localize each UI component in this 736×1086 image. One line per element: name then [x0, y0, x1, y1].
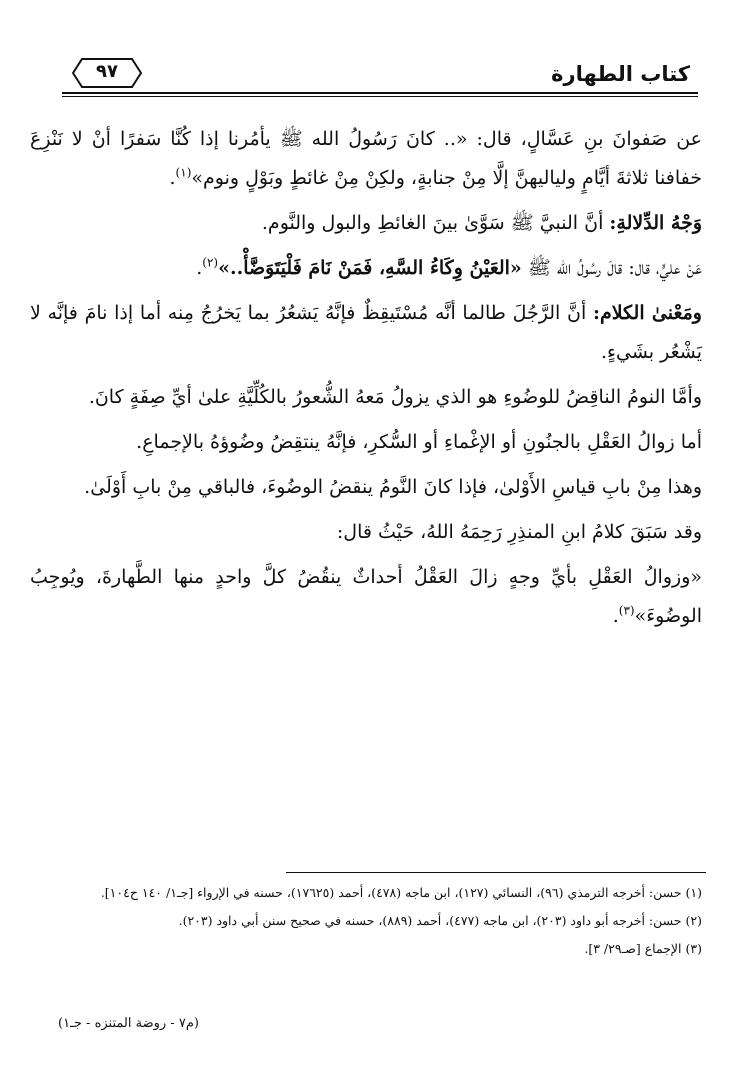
paragraph-text: أنَّ الرَّجُلَ طالما أنَّه مُسْتَيقِظٌ فإنَّهُ يَشعُرُ بما يَخرُجُ مِنه أما إذا نامَ فإنَّه لا يَشْعُر بشَيءٍ. [30, 302, 702, 363]
footnote-ref-1[interactable]: (١) [175, 165, 192, 180]
paragraph-ibn-mundhir: وقد سَبَقَ كلامُ ابنِ المنذِرِ رَحِمَهُ اللهُ، حَيْثُ قال: [336, 521, 702, 543]
header-divider-thin [62, 96, 698, 97]
footnote-2: (٢) حسن: أخرجه أبو داود (٢٠٣)، ابن ماجه (٤٧٧)، أحمد (٨٨٩)، حسنه في صحيح سنن أبي داود (٢٠٣). [178, 913, 702, 928]
paragraph-text: عَنْ عليٍّ، قال: قالَ رسُولُ الله ﷺ [521, 257, 702, 279]
page-number-badge [72, 58, 142, 88]
period: . [196, 257, 203, 279]
paragraph-evidence [30, 204, 702, 243]
page-number: ٩٧ [96, 61, 118, 82]
paragraph-meaning [30, 294, 702, 372]
header-divider-thick [62, 92, 698, 94]
footnote-1: (١) حسن: أخرجه الترمذي (٩٦)، النسائي (١٢٧)، ابن ماجه (٤٧٨)، أحمد (١٧٦٢٥)، حسنه في الإرواء [جـ١/ ١٤٠ ح١٠٤]. [100, 885, 702, 900]
paragraph-text: عن صَفوانَ بنِ عَسَّالٍ، قال: «.. كانَ رَسُولُ الله ﷺ يأمُرنا إذا كُنَّا سَفرًا أنْ لا نَنْزِعَ خفافنا ثلاثةَ أيَّامٍ ولياليهنَّ إلَّا مِنْ جنابةٍ، ولكِنْ مِنْ غائطٍ وبَوْلٍ ونوم» [30, 128, 702, 189]
period: . [612, 605, 619, 627]
paragraph-loss-of-mind: أما زوالُ العَقْلِ بالجنُونِ أو الإغْماءِ أو السُّكرِ، فإنَّهُ ينتقِضُ وضُوؤهُ بالإجماعِ. [136, 431, 702, 453]
paragraph-hadith-safwan [30, 120, 702, 198]
footnotes [30, 880, 702, 964]
hadith-quote: «العَيْنُ وِكَاءُ السَّهِ، فَمَنْ نَامَ فَلْيَتَوَضَّأْ..» [218, 257, 522, 279]
paragraph-text: «وزوالُ العَقْلِ بأيِّ وجهٍ زالَ العَقْلُ أحداثٌ ينقُضُ كلَّ واحدٍ منها الطَّهارةَ، ويُوجِبُ الوضُوءَ» [30, 566, 702, 627]
section-lead: ومَعْنىٰ الكلام: [592, 302, 702, 324]
main-text [30, 120, 702, 642]
paragraph-hadith-ali [30, 249, 702, 288]
footnote-ref-3[interactable]: (٣) [618, 603, 635, 618]
paragraph-text: أنَّ النبيَّ ﷺ سَوَّىٰ بينَ الغائطِ والبول والنَّوم. [261, 212, 610, 234]
paragraph-quote [30, 558, 702, 636]
paragraph-analogy: وهذا مِنْ بابِ قياسِ الأَوْلىٰ، فإذا كانَ النَّومُ ينقضُ الوضُوءَ، فالباقي مِنْ بابِ أَوْلَىٰ. [84, 476, 702, 498]
chapter-title: كتاب الطهارة [551, 62, 690, 86]
section-lead: وَجْهُ الدِّلالةِ: [609, 212, 702, 234]
footnote-divider [286, 872, 706, 873]
page-header [62, 52, 698, 98]
footnote-3: (٣) الإجماع [صـ٢٩/ ٣]. [584, 941, 702, 956]
printer-signature: (م٧ - روضة المتنزه - جـ١) [58, 1016, 199, 1031]
footnote-ref-2[interactable]: (٢) [202, 255, 219, 270]
period: . [169, 167, 176, 189]
paragraph-sleep: وأمَّا النومُ الناقِضُ للوضُوءِ هو الذي يزولُ مَعهُ الشُّعورُ بالكُلِّيَّةِ علىٰ أيِّ صِفَةٍ كانَ. [88, 386, 702, 408]
